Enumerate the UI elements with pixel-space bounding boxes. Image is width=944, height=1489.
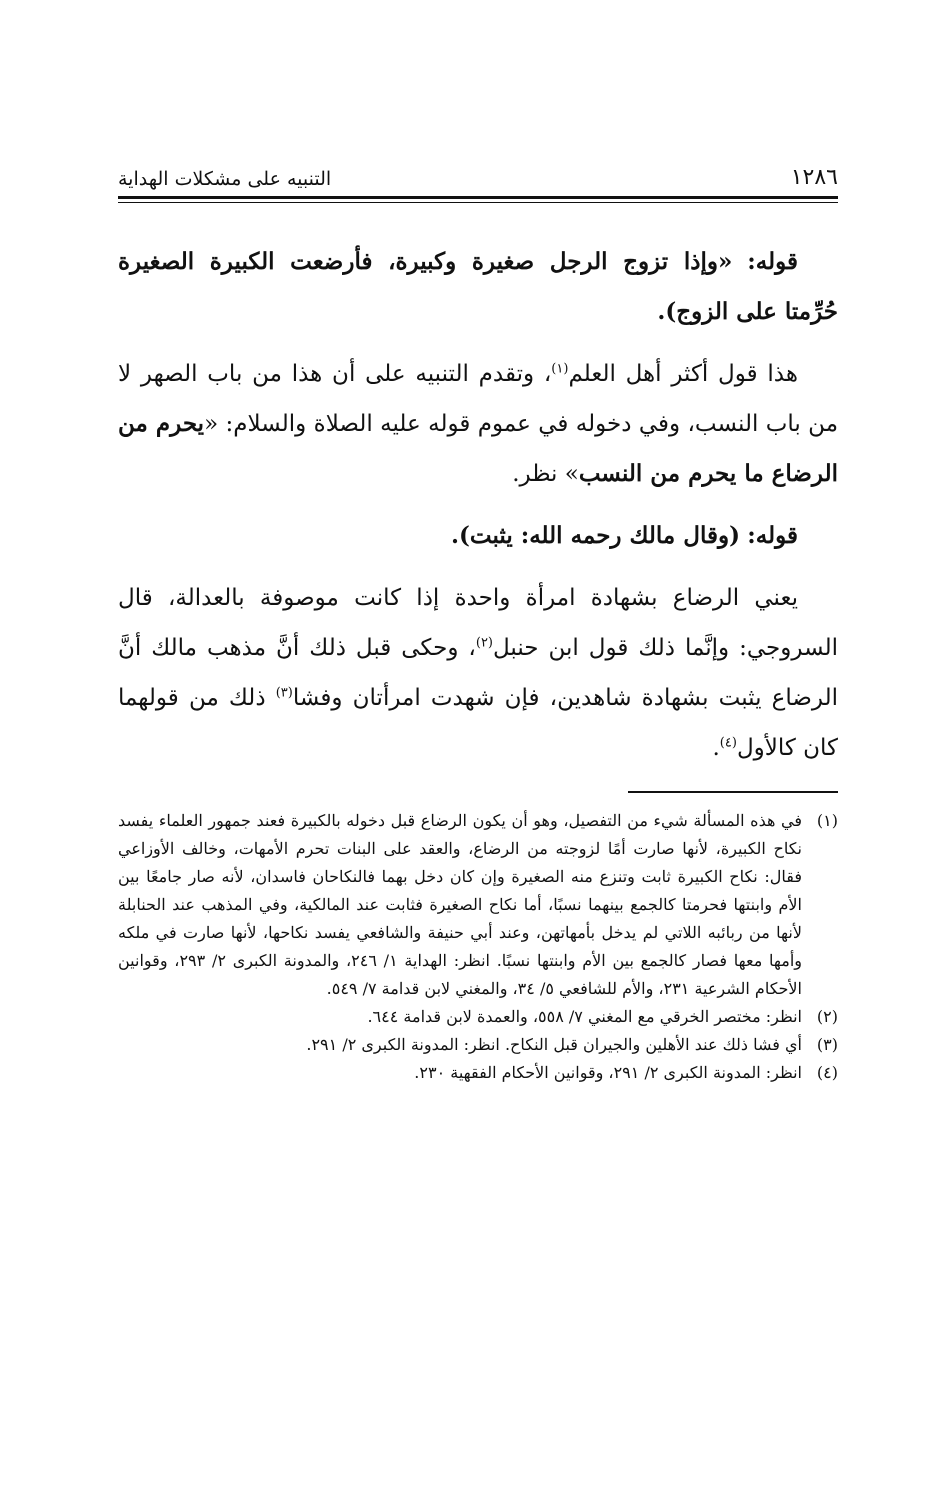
header-rule-thick: [118, 196, 838, 199]
book-title: التنبيه على مشكلات الهداية: [118, 168, 332, 190]
footnote-separator: [628, 791, 838, 793]
paragraph-4-text-b: ، وحكى قبل ذلك أنَّ مذهب مالك أنَّ الرضاع يثبت بشهادة شاهدين، فإن شهدت امرأتان وفشا: [118, 635, 838, 711]
paragraph-2-text-b: ، وتقدم التنبيه على أن هذا من باب الصهر لا من باب النسب، وفي دخوله في عموم قوله عليه الصلاة والسلام: «: [118, 361, 839, 437]
footnote-number: (٣): [816, 1035, 838, 1054]
footnote-text: انظر: مختصر الخرقي مع المغني ٧/ ٥٥٨، والعمدة لابن قدامة ٦٤٤.: [367, 1007, 802, 1026]
footnotes: [118, 807, 838, 1087]
footnote-number: (٢): [816, 1007, 838, 1026]
footnote-text: أي فشا ذلك عند الأهلين والجيران قبل النكاح. انظر: المدونة الكبرى ٢/ ٢٩١.: [306, 1035, 802, 1054]
footnote-number: (١): [816, 811, 838, 830]
footnote-text: في هذه المسألة شيء من التفصيل، وهو أن يكون الرضاع قبل دخوله بالكبيرة فعند جمهور العلماء يفسد نكاح الكبيرة، لأنها صارت أمًا لزوجته من الرضاع، والعقد على البنات تحرم الأمهات، وخالف الأوزاعي فقال: نكاح الكبيرة ثابت وتنزع منه الصغيرة وإن كان دخل بهما فالنكاحان فاسدان، لأنه صار جامعًا بين الأم وابنتها فحرمتا كالجمع بينهما نسبًا، أما نكاح الصغيرة فثابت عند المالكية، وفي المذهب عند الحنابلة لأنها من ربائبه اللاتي لم يدخل بأمهاتهن، وعند أبي حنيفة والشافعي يفسد نكاحها، لأنها صارت في ملكه وأمها معها فصار كالجمع بين الأم وابنتها نسبًا. انظر: الهداية ١/ ٢٤٦، والمدونة الكبرى ٢/ ٢٩٣، وقوانين الأحكام الشرعية ٢٣١، والأم للشافعي ٥/ ٣٤، والمغني لابن قدامة ٧/ ٥٤٩.: [118, 811, 803, 998]
paragraph-2-text-a: هذا قول أكثر أهل العلم: [568, 361, 799, 387]
page-number: ١٢٨٦: [790, 165, 838, 190]
footnote-number: (٤): [816, 1063, 838, 1082]
header-rule-thin: [118, 202, 838, 203]
page: [118, 150, 838, 1087]
running-header: [118, 150, 838, 190]
paragraph-4-text-c: ذلك من قولهما كان كالأول: [118, 685, 838, 761]
hadith-quote: يحرم من الرضاع ما يحرم من النسب: [118, 410, 838, 487]
paragraph-1: [118, 237, 838, 337]
paragraph-2-text-c: » نظر.: [512, 461, 579, 487]
footnote-4: [118, 1059, 838, 1087]
footnote-ref-2[interactable]: (٢): [475, 635, 493, 651]
footnote-text: انظر: المدونة الكبرى ٢/ ٢٩١، وقوانين الأحكام الفقهية ٢٣٠.: [414, 1063, 802, 1082]
paragraph-3-quote: (وقال مالك رحمه الله: يثبت).: [450, 522, 740, 549]
footnote-2: [118, 1003, 838, 1031]
paragraph-3: [118, 511, 838, 561]
paragraph-1-quote: «وإذا تزوج الرجل صغيرة وكبيرة، فأرضعت الكبيرة الصغيرة حُرِّمتا على الزوج).: [118, 248, 838, 325]
footnote-ref-1[interactable]: (١): [551, 361, 569, 377]
footnote-ref-4[interactable]: (٤): [719, 735, 737, 751]
footnote-ref-3[interactable]: (٣): [275, 685, 293, 701]
paragraph-1-label: قوله:: [747, 248, 798, 275]
paragraph-4: [118, 573, 838, 773]
footnote-3: [118, 1031, 838, 1059]
paragraph-3-label: قوله:: [747, 522, 798, 549]
footnote-1: [118, 807, 838, 1003]
paragraph-2: [118, 349, 838, 499]
paragraph-4-text-d: .: [712, 735, 720, 761]
paragraph-4-text-a: يعني الرضاع بشهادة امرأة واحدة إذا كانت موصوفة بالعدالة، قال السروجي: وإنَّما ذلك قول ابن حنبل: [118, 585, 838, 661]
main-text: [118, 237, 838, 773]
